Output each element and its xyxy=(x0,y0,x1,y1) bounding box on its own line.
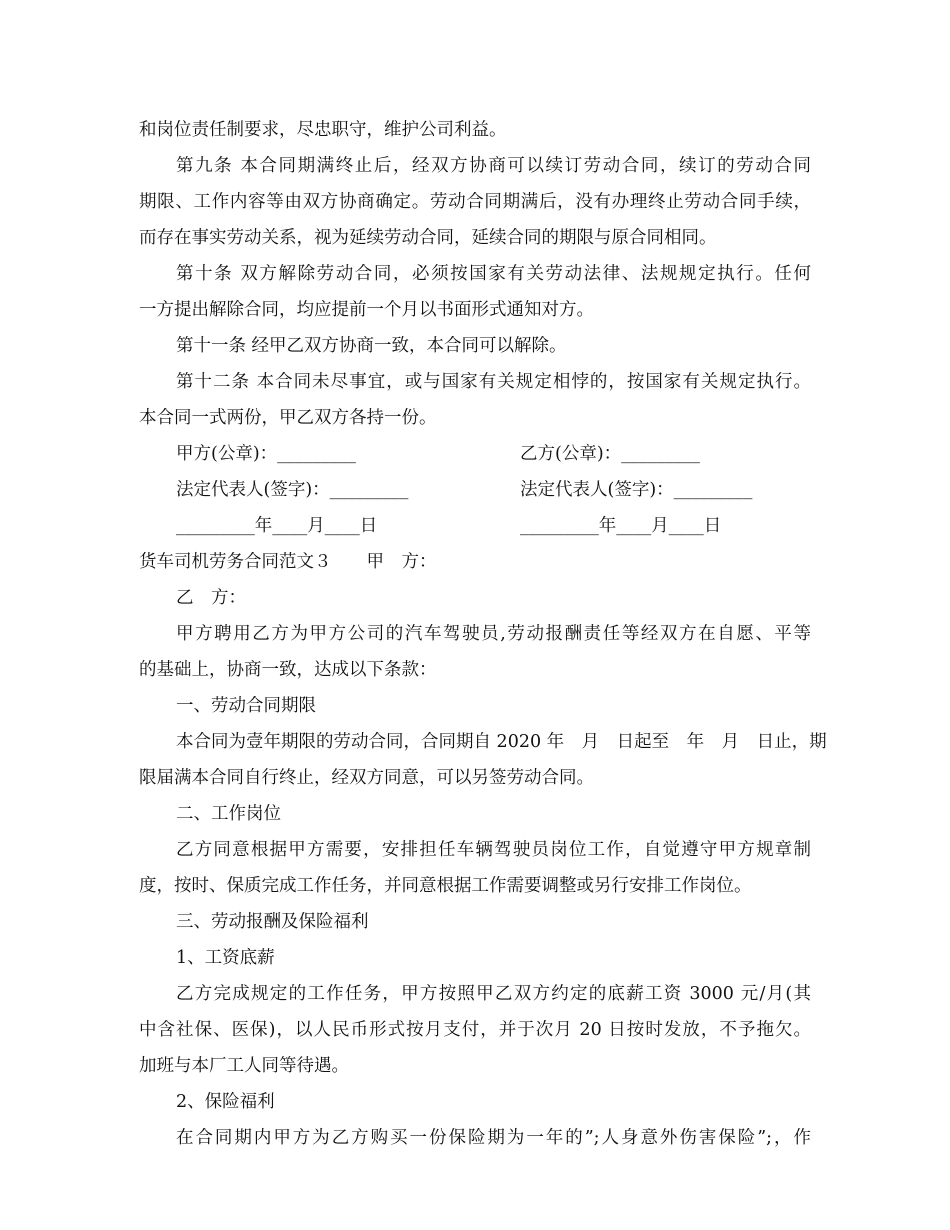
section-heading: 二、工作岗位 xyxy=(176,804,281,824)
sample-title-line: 货车司机劳务合同范文３ 甲 方： xyxy=(139,552,437,572)
article-12-line: 第十二条 本合同未尽事宜，或与国家有关规定相悖的，按国家有关规定执行。 xyxy=(176,372,811,392)
party-b-label: 乙 方： xyxy=(176,588,246,608)
insurance-line: 在合同期内甲方为乙方购买一份保险期为一年的”;人身意外伤害保险”;，作 xyxy=(176,1128,811,1148)
article-12-line: 本合同一式两份，甲乙双方各持一份。 xyxy=(139,408,437,428)
party-b-date: _________年____月____日 xyxy=(520,516,722,536)
salary-line: 乙方完成规定的工作任务，甲方按照甲乙双方约定的底薪工资 3000 元/月(其 xyxy=(176,984,811,1004)
section-1-line: 限届满本合同自行终止，经双方同意，可以另签劳动合同。 xyxy=(139,768,594,788)
paragraph-line: 和岗位责任制要求，尽忠职守，维护公司利益。 xyxy=(139,120,507,140)
subsection-heading: 1、工资底薪 xyxy=(176,948,275,968)
article-11-line: 第十一条 经甲乙双方协商一致，本合同可以解除。 xyxy=(176,336,567,356)
salary-line: 加班与本厂工人同等待遇。 xyxy=(139,1056,349,1076)
intro-line: 甲方聘用乙方为甲方公司的汽车驾驶员,劳动报酬责任等经双方在自愿、平等 xyxy=(176,624,811,644)
party-a-representative: 法定代表人(签字)：_________ xyxy=(176,480,409,500)
article-10-line: 第十条 双方解除劳动合同，必须按国家有关劳动法律、法规规定执行。任何 xyxy=(176,264,811,284)
section-2-line: 乙方同意根据甲方需要，安排担任车辆驾驶员岗位工作，自觉遵守甲方规章制 xyxy=(176,840,811,860)
section-2-line: 度，按时、保质完成工作任务，并同意根据工作需要调整或另行安排工作岗位。 xyxy=(139,876,752,896)
article-10-line: 一方提出解除合同，均应提前一个月以书面形式通知对方。 xyxy=(139,300,594,320)
section-heading: 三、劳动报酬及保险福利 xyxy=(176,912,369,932)
subsection-heading: 2、保险福利 xyxy=(176,1092,275,1112)
section-1-line: 本合同为壹年期限的劳动合同，合同期自 2020 年 月 日起至 年 月 日止，期 xyxy=(176,732,827,752)
article-9-line: 第九条 本合同期满终止后，经双方协商可以续订劳动合同，续订的劳动合同 xyxy=(176,156,811,176)
intro-line: 的基础上，协商一致，达成以下条款： xyxy=(139,660,437,680)
section-heading: 一、劳动合同期限 xyxy=(176,696,316,716)
article-9-line: 而存在事实劳动关系，视为延续劳动合同，延续合同的期限与原合同相同。 xyxy=(139,228,717,248)
party-b-seal: 乙方(公章)：_________ xyxy=(520,444,700,464)
party-a-date: _________年____月____日 xyxy=(176,516,378,536)
salary-line: 中含社保、医保)，以人民币形式按月支付，并于次月 20 日按时发放，不予拖欠。 xyxy=(139,1020,811,1040)
party-a-seal: 甲方(公章)：_________ xyxy=(176,444,356,464)
article-9-line: 期限、工作内容等由双方协商确定。劳动合同期满后，没有办理终止劳动合同手续， xyxy=(139,192,811,212)
party-b-representative: 法定代表人(签字)：_________ xyxy=(520,480,753,500)
